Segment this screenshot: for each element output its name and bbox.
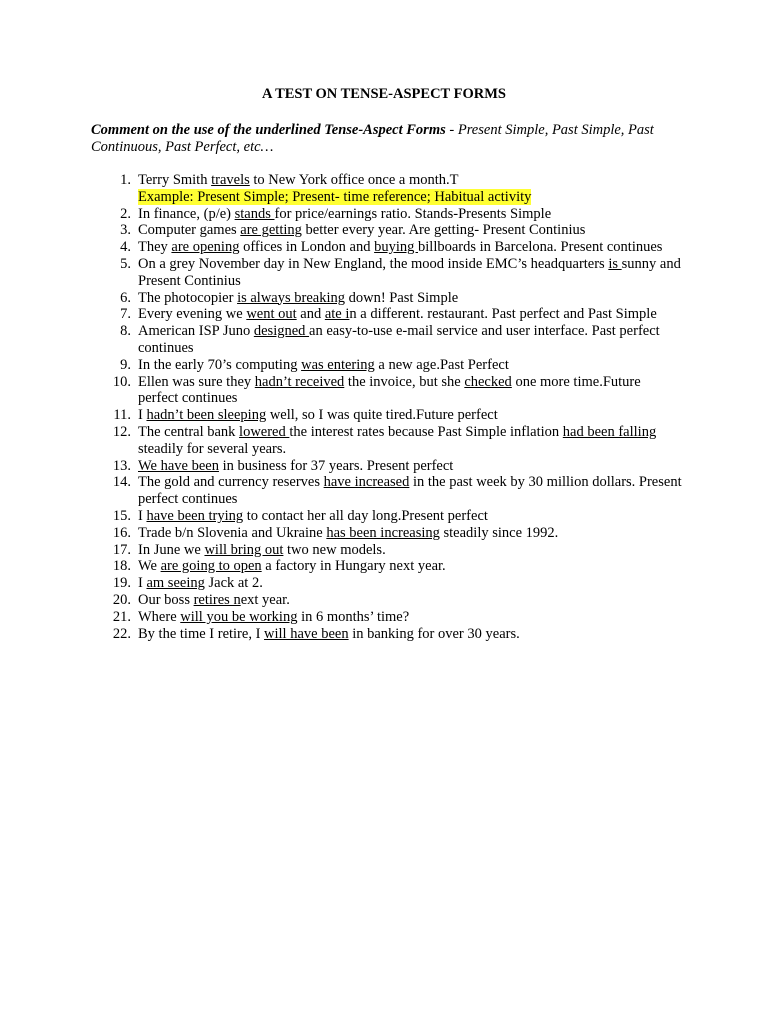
list-item — [120, 239, 683, 256]
underlined-verb-form: stands — [234, 205, 275, 222]
list-item — [112, 524, 683, 542]
list-item — [112, 507, 683, 525]
list-item-text: to New York office once a month.T — [249, 172, 459, 188]
list-item — [120, 172, 683, 206]
list-item-number: 5. — [120, 255, 131, 272]
underlined-verb-form: have been trying — [146, 507, 244, 524]
list-item — [112, 541, 683, 559]
underlined-verb-form: will you be working — [180, 608, 298, 625]
list-item — [120, 255, 683, 290]
list-item-text: We — [138, 558, 161, 575]
underlined-verb-form: lowered — [239, 423, 290, 440]
list-item-text: one more time.Future perfect continues — [138, 373, 641, 407]
list-item-text: sunny and Present Continius — [138, 255, 681, 289]
underlined-verb-form: am seeing — [146, 575, 205, 592]
list-item — [112, 474, 683, 508]
underlined-verb-form: will bring out — [204, 541, 284, 558]
list-item-text: better every year. Are getting- Present Continius — [301, 222, 586, 239]
list-item — [120, 323, 683, 357]
instructions — [91, 122, 691, 156]
list-item-text: in banking for over 30 years. — [348, 625, 520, 642]
list-item-text: The central bank — [138, 423, 240, 440]
list-item-number: 16. — [112, 524, 131, 541]
list-item — [112, 591, 683, 609]
list-item-text: for price/earnings ratio. Stands-Presents Simple — [274, 205, 552, 222]
underlined-verb-form: will have been — [264, 625, 349, 642]
list-item-number: 13. — [112, 457, 131, 474]
underlined-verb-form: are getting — [240, 222, 302, 239]
list-item — [120, 205, 683, 223]
underlined-verb-form: buying — [374, 239, 419, 256]
instructions-bold: Comment on the use of the underlined Tense-Aspect Forms — [91, 122, 446, 138]
list-item-text: In June we — [138, 541, 205, 558]
list-item-text: By the time I retire, I — [138, 625, 265, 642]
list-item-text: I — [138, 407, 147, 424]
list-item-text: Where — [138, 608, 181, 625]
list-item-text: down! Past Simple — [344, 289, 459, 306]
underlined-verb-form: retires n — [193, 591, 241, 608]
page-title: A TEST ON TENSE-ASPECT FORMS — [262, 86, 506, 102]
list-item-number: 14. — [112, 474, 131, 491]
underlined-verb-form: We have been — [138, 457, 219, 474]
underlined-verb-form: have increased — [323, 474, 410, 491]
underlined-verb-form: designed — [253, 323, 310, 340]
list-item-text: two new models. — [283, 541, 386, 558]
list-item-text: Trade b/n Slovenia and Ukraine — [138, 524, 327, 541]
list-item — [120, 306, 683, 323]
list-item-number: 19. — [112, 575, 131, 592]
list-item-text: steadily for several years. — [138, 440, 287, 457]
list-item-text: an easy-to-use e-mail service and user interface. Past perfect continues — [138, 323, 660, 356]
list-item-text: and — [296, 306, 325, 323]
list-item-text: in business for 37 years. Present perfect — [218, 457, 454, 474]
list-item-text: On a grey November day in New England, the mood inside EMC’s headquarters — [138, 255, 609, 272]
list-item-number: 8. — [120, 323, 131, 340]
highlighted-example: Example: Present Simple; Present- time reference; Habitual activity — [138, 188, 532, 205]
list-item-text: to contact her all day long.Present perfect — [243, 507, 488, 524]
list-item-text: The gold and currency reserves — [138, 474, 324, 491]
list-item-text: American ISP Juno — [138, 323, 254, 340]
list-item-text: in the past week by 30 million dollars. Present perfect continues — [138, 474, 682, 508]
underlined-verb-form: is — [608, 255, 622, 272]
list-item-text: In finance, (p/e) — [138, 205, 235, 222]
underlined-verb-form: travels — [211, 172, 250, 188]
list-item-number: 4. — [120, 239, 131, 256]
instructions-rest: Present Simple, Past Simple, Past Continuous, Past Perfect, etc… — [91, 122, 654, 155]
list-item — [113, 407, 683, 424]
underlined-verb-form: was entering — [301, 356, 375, 373]
list-item — [120, 289, 683, 307]
list-item-text: offices in London and — [239, 239, 375, 256]
list-item-number: 3. — [120, 222, 131, 239]
list-item-text: I — [138, 507, 147, 524]
underlined-verb-form: are going to open — [160, 558, 262, 575]
list-item — [120, 356, 683, 374]
underlined-verb-form: went out — [246, 306, 297, 323]
list-item — [112, 625, 683, 643]
list-item-number: 20. — [112, 591, 131, 608]
underlined-verb-form: ate i — [324, 306, 350, 323]
list-item — [112, 423, 683, 458]
list-item-text: n a different. restaurant. Past perfect and Past Simple — [349, 306, 657, 323]
list-item-text: in 6 months’ time? — [297, 608, 410, 625]
underlined-verb-form: checked — [464, 373, 512, 390]
list-item-text: Our boss — [138, 591, 194, 608]
list-item — [120, 222, 683, 239]
list-item-text: the interest rates because Past Simple inflation — [289, 423, 563, 440]
list-item — [112, 608, 683, 626]
underlined-verb-form: had been falling — [562, 423, 657, 440]
list-item-text: a factory in Hungary next year. — [261, 558, 446, 575]
list-item-number: 1. — [120, 172, 131, 188]
list-item — [112, 558, 683, 575]
underlined-verb-form: are opening — [171, 239, 240, 256]
exercise-list — [112, 172, 683, 642]
list-item-text: well, so I was quite tired.Future perfect — [266, 407, 498, 424]
list-item-text: Every evening we — [138, 306, 247, 323]
list-item — [112, 457, 683, 475]
list-item-number: 6. — [120, 289, 131, 306]
list-item-text: I — [138, 575, 147, 592]
list-item-number: 7. — [120, 306, 131, 323]
list-item-text: a new age.Past Perfect — [374, 356, 509, 373]
list-item-number: 15. — [112, 507, 131, 524]
underlined-verb-form: hadn’t been sleeping — [146, 407, 267, 424]
list-item-text: The photocopier — [138, 289, 238, 306]
list-item-text: Jack at 2. — [204, 575, 263, 592]
list-item — [112, 373, 683, 408]
list-item-text: steadily since 1992. — [439, 524, 559, 541]
list-item-text: ext year. — [240, 591, 290, 608]
list-item-number: 22. — [112, 625, 131, 642]
list-item-number: 10. — [112, 373, 131, 390]
list-item-number: 17. — [112, 541, 131, 558]
list-item-text: billboards in Barcelona. Present continues — [418, 239, 663, 256]
list-item-number: 21. — [112, 608, 131, 625]
list-item-number: 9. — [120, 356, 131, 373]
list-item-text: In the early 70’s computing — [138, 356, 302, 373]
underlined-verb-form: has been increasing — [326, 524, 440, 541]
list-item — [112, 575, 683, 592]
list-item-text: Computer games — [138, 222, 241, 239]
list-item-text: the invoice, but she — [344, 373, 465, 390]
list-item-number: 11. — [113, 407, 131, 424]
list-item-text: They — [138, 239, 172, 256]
list-item-text: Terry Smith — [138, 172, 212, 188]
list-item-number: 12. — [112, 423, 131, 440]
list-item-text: Ellen was sure they — [138, 373, 255, 390]
instructions-dash: - — [445, 122, 458, 138]
list-item-number: 18. — [112, 558, 131, 575]
list-item-number: 2. — [120, 205, 131, 222]
underlined-verb-form: is always breaking — [237, 289, 345, 306]
underlined-verb-form: hadn’t received — [254, 373, 345, 390]
